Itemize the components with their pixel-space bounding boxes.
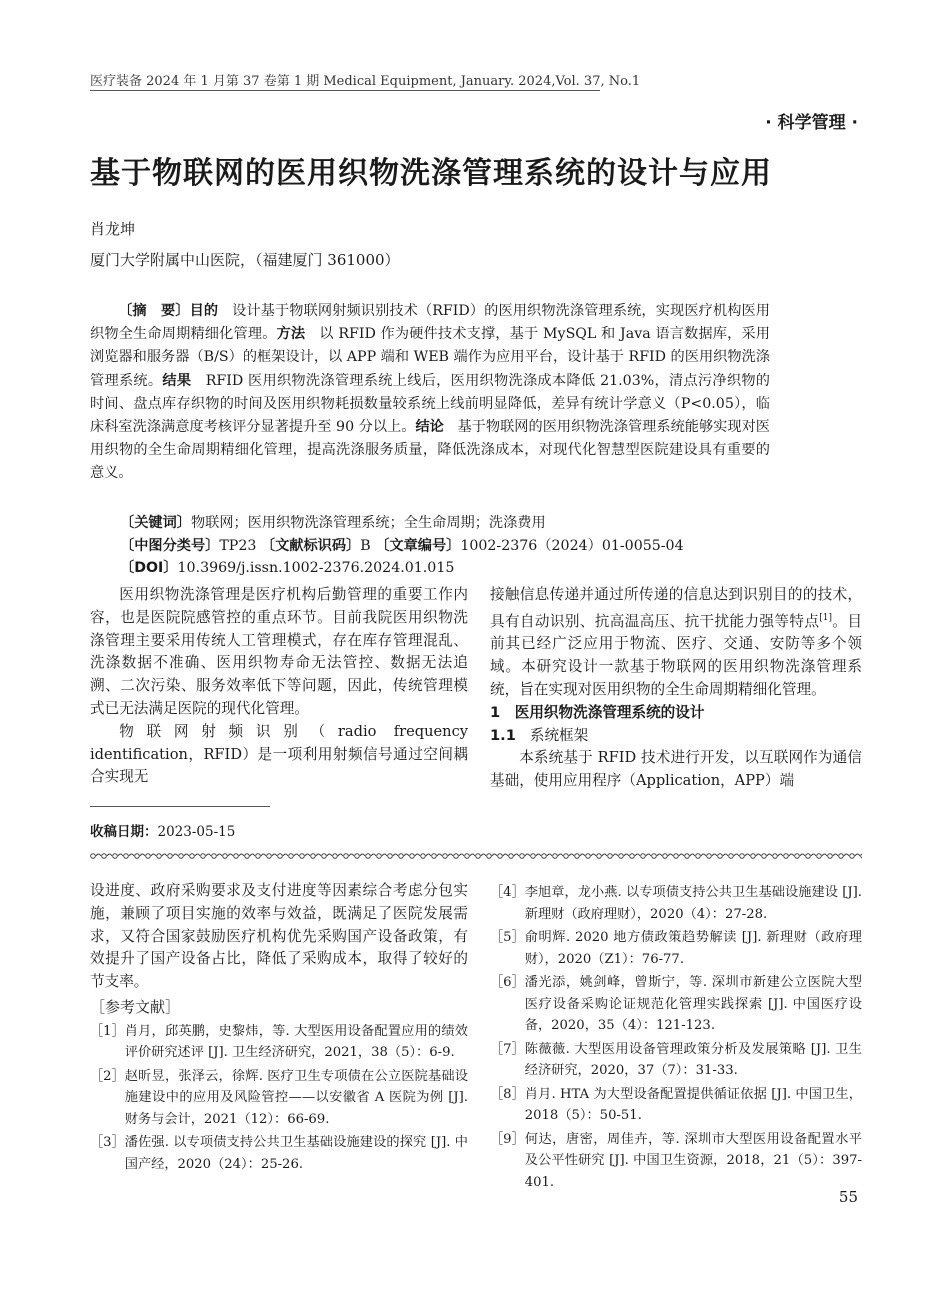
body-paragraph: 医用织物洗涤管理是医疗机构后勤管理的重要工作内容，也是医院院感管控的重点环节。目前我院医用织物洗涤管理主要采用传统人工管理模式，存在库存管理混乱、洗涤数据不准确、医用织物寿命无法管控、数据无法追溯、二次污染、服务效率低下等问题，因此，传统管理模式已无法满足医院的现代化管理。 (90, 586, 468, 717)
reference-number: ［2］ (90, 1068, 125, 1084)
doc-code-label: 〔文献标识码〕 (260, 538, 361, 554)
abstract-label: 〔摘 要〕 (118, 303, 190, 319)
article-title: 基于物联网的医用织物洗涤管理系统的设计与应用 (90, 156, 772, 191)
doc-code-value: B (360, 538, 371, 554)
reference-text: 何达，唐密，周佳卉，等. 深圳市大型医用设备配置水平及公平性研究 [J]. 中国卫生资源，2018，21（5）：397-401. (524, 1131, 862, 1190)
header-rule (90, 90, 600, 91)
continuation-column (90, 880, 468, 1175)
reference-number: ［3］ (90, 1135, 125, 1151)
reference-item (490, 927, 862, 970)
reference-number: ［4］ (490, 885, 525, 900)
page-divider-ornament (90, 850, 862, 862)
reference-text: 潘光添，姚剑峰，曾斯宁，等. 深圳市新建公立医院大型医疗设备采购论证规范化管理实践探索 [J]. 中国医疗设备，2020，35（4）：121-123. (524, 975, 862, 1033)
citation-link[interactable]: [1] (819, 612, 833, 623)
reference-text: 陈薇薇. 大型医用设备管理政策分析及发展策略 [J]. 卫生经济研究，2020，37（7）：31-33. (524, 1041, 862, 1078)
received-value: 2023-05-15 (157, 824, 236, 840)
reference-number: ［5］ (490, 930, 525, 945)
clc-value: TP23 (219, 538, 257, 554)
reference-item (490, 882, 862, 925)
reference-item (90, 1132, 468, 1175)
result-label: 结果 (162, 372, 192, 389)
doi-value: 10.3969/j.issn.1002-2376.2024.01.015 (177, 560, 455, 576)
reference-number: ［7］ (490, 1041, 525, 1057)
reference-text: 李旭章，龙小燕. 以专项债支持公共卫生基础设施建设 [J]. 新理财（政府理财），2020（4）：27-28. (524, 885, 862, 922)
reference-item (90, 1021, 468, 1064)
heading-2 (490, 725, 862, 748)
reference-text: 肖月. HTA 为大型设备配置提供循证依据 [J]. 中国卫生，2018（5）：50-51. (524, 1086, 862, 1123)
body-paragraph (490, 584, 862, 702)
received-date (90, 820, 235, 840)
para-text: 。目前其已经广泛应用于物流、医疗、交通、安防等多个领域。本研究设计一款基于物联网的医用织物洗涤管理系统，旨在实现对医用织物的全生命周期精细化管理。 (490, 612, 862, 699)
conclusion-label: 结论 (415, 419, 444, 436)
reference-item (490, 1129, 862, 1194)
heading-2-number: 1.1 (490, 726, 516, 744)
clc-label: 〔中图分类号〕 (120, 538, 220, 554)
body-left-column (90, 584, 468, 789)
result-text: RFID 医用织物洗涤管理系统上线后，医用织物洗涤成本降低 21.03%，清点污净织物的时间、盘点库存织物的时间及医用织物耗损数量较系统上线前明显降低，差异有统计学意义（P<0.05），临床科室洗涤满意度考核评分显著提升至 90 分以上。 (90, 372, 770, 436)
abstract (90, 300, 770, 486)
reference-number: ［8］ (490, 1086, 525, 1102)
reference-text: 潘佐强. 以专项债支持公共卫生基础设施建设的探究 [J]. 中国产经，2020（24）：25-26. (124, 1135, 468, 1172)
keywords-label: 〔关键词〕 (120, 515, 191, 531)
page-number: 55 (838, 1188, 858, 1206)
doi-label: 〔DOI〕 (120, 560, 178, 576)
received-label: 收稿日期： (90, 824, 158, 840)
conclusion-text: 基于物联网的医用织物洗涤管理系统能够实现对医用织物的全生命周期精细化管理，提高洗涤服务质量，降低洗涤成本，对现代化智慧型医院建设具有重要的意义。 (90, 419, 770, 482)
heading-2-text: 系统框架 (529, 726, 589, 744)
references-heading: ［参考文献］ (90, 997, 181, 1016)
classification (120, 535, 684, 557)
article-number-label: 〔文章编号〕 (375, 538, 461, 554)
body-right-column (490, 584, 862, 793)
reference-number: ［1］ (90, 1023, 125, 1039)
objective-label: 目的 (189, 303, 219, 319)
method-text: 以 RFID 作为硬件技术支撑，基于 MySQL 和 Java 语言数据库，采用浏览器和服务器（B/S）的框架设计，以 APP 端和 WEB 端作为应用平台，设计基于 RFID 的医用织物洗涤管理系统。 (90, 326, 770, 389)
reference-text: 肖月，邱英鹏，史黎炜，等. 大型医用设备配置应用的绩效评价研究述评 [J]. 卫生经济研究，2021，38（5）：6-9. (124, 1023, 468, 1061)
reference-item (490, 972, 862, 1037)
article-number-value: 1002-2376（2024）01-0055-04 (460, 538, 684, 554)
reference-item (490, 1039, 862, 1082)
reference-text: 赵昕昱，张泽云，徐辉. 医疗卫生专项债在公立医院基础设施建设中的应用及风险管控——以安徽省 A 医院为例 [J]. 财务与会计，2021（12）：66-69. (124, 1068, 468, 1127)
reference-item (490, 1084, 862, 1127)
references-right-column (490, 880, 862, 1193)
reference-text: 俞明辉. 2020 地方债政策趋势解读 [J]. 新理财（政府理财），2020（Z1）：76-77. (524, 930, 862, 967)
affiliation: 厦门大学附属中山医院，（福建厦门 361000） (90, 251, 400, 269)
reference-number: ［6］ (490, 975, 525, 990)
method-label: 方法 (276, 326, 306, 343)
body-paragraph: 本系统基于 RFID 技术进行开发，以互联网作为通信基础，使用应用程序（Application，APP）端 (490, 749, 862, 790)
body-paragraph: 物联网射频识别（radio frequency identification，RFID）是一项利用射频信号通过空间耦合实现无 (90, 722, 468, 786)
reference-number: ［9］ (490, 1131, 525, 1147)
journal-header: 医疗装备 2024 年 1 月第 37 卷第 1 期 Medical Equipment, January. 2024,Vol. 37, No.1 (90, 74, 641, 89)
footnote-rule (90, 806, 270, 807)
keywords-value: 物联网；医用织物洗涤管理系统；全生命周期；洗涤费用 (190, 515, 546, 531)
para-text: 接触信息传递并通过所传递的信息达到识别目的的技术，具有自动识别、抗高温高压、抗干扰能力强等特点 (490, 586, 862, 630)
author: 肖龙坤 (90, 220, 136, 238)
reference-item (90, 1066, 468, 1131)
section-label: · 科学管理 · (765, 113, 858, 133)
doi (120, 557, 454, 579)
continuation-paragraph: 设进度、政府采购要求及支付进度等因素综合考虑分包实施，兼顾了项目实施的效率与效益，既满足了医院发展需求，又符合国家鼓励医疗机构优先采购国产设备政策，有效提升了国产设备占比，降低了采购成本，取得了较好的节支率。 (90, 882, 468, 991)
objective-text: 设计基于物联网射频识别技术（RFID）的医用织物洗涤管理系统，实现医疗机构医用织物全生命周期精细化管理。 (90, 303, 770, 343)
heading-1: 1 医用织物洗涤管理系统的设计 (490, 703, 705, 721)
keywords (120, 512, 546, 534)
